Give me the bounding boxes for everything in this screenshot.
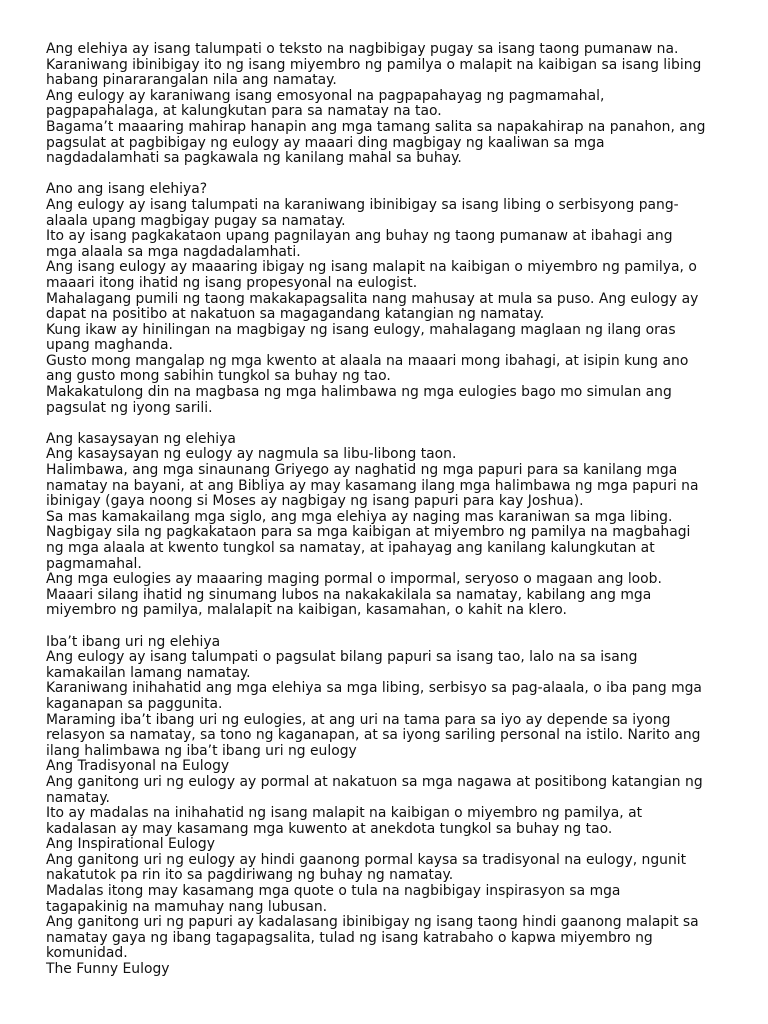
text-line: Ang eulogy ay isang talumpati na karaniwang ibinibigay sa isang libing o serbisyong pang- [46, 196, 679, 213]
text-line: pagsulat ng iyong sarili. [46, 399, 213, 416]
text-line: Iba’t ibang uri ng elehiya [46, 633, 221, 650]
text-line: ibinigay (gaya noong si Moses ay nagbigay ng isang papuri para kay Joshua). [46, 493, 584, 510]
text-line: Nagbigay sila ng pagkakataon para sa mga kaibigan at miyembro ng pamilya na magbahagi [46, 524, 691, 541]
text-line: maaari itong ihatid ng isang propesyonal na eulogist. [46, 274, 418, 291]
text-line: namatay gaya ng ibang tagapagsalita, tulad ng isang katrabaho o kapwa miyembro ng [46, 929, 653, 946]
text-line: Karaniwang ibinibigay ito ng isang miyembro ng pamilya o malapit na kaibigan sa isang libing [46, 56, 702, 73]
blank-line [46, 167, 736, 183]
text-line: upang maghanda. [46, 337, 173, 354]
text-line: namatay. [46, 789, 110, 806]
text-line: Gusto mong mangalap ng mga kwento at alaala na maaari mong ibahagi, at isipin kung ano [46, 352, 689, 369]
text-line: namatay na bayani, at ang Bibliya ay may kasamang ilang mga halimbawa ng mga papuri na [46, 477, 699, 494]
text-line: The Funny Eulogy [46, 961, 170, 978]
text-line: Madalas itong may kasamang mga quote o tula na nagbibigay inspirasyon sa mga [46, 883, 621, 900]
text-line: ilang halimbawa ng iba’t ibang uri ng eulogy [46, 742, 357, 759]
text-line: Ang mga eulogies ay maaaring maging pormal o impormal, seryoso o magaan ang loob. [46, 571, 662, 588]
text-line: Ang ganitong uri ng eulogy ay pormal at nakatuon sa mga nagawa at positibong katangian ng [46, 773, 703, 790]
text-line: Ang Inspirational Eulogy [46, 836, 215, 853]
text-line: nakatutok pa rin ito sa pagdiriwang ng buhay ng namatay. [46, 867, 454, 884]
text-line: ang gusto mong sabihin tungkol sa buhay ng tao. [46, 368, 391, 385]
text-line: dapat na positibo at nakatuon sa magagandang katangian ng namatay. [46, 306, 545, 323]
text-line: habang pinararangalan nila ang namatay. [46, 72, 337, 89]
text-line: mga alaala sa mga nagdadalamhati. [46, 243, 301, 260]
blank-line [46, 619, 736, 635]
text-line: Kung ikaw ay hinilingan na magbigay ng isang eulogy, mahalagang maglaan ng ilang oras [46, 321, 676, 338]
text-line: alaala upang magbigay pugay sa namatay. [46, 212, 346, 229]
text-line: Mahalagang pumili ng taong makakapagsalita nang mahusay at mula sa puso. Ang eulogy ay [46, 290, 699, 307]
text-line: Ito ay madalas na inihahatid ng isang malapit na kaibigan o miyembro ng pamilya, at [46, 805, 643, 822]
blank-line [46, 416, 736, 432]
text-line: pagsulat at pagbibigay ng eulogy ay maaari ding magbigay ng kaaliwan sa mga [46, 134, 605, 151]
text-line: Ito ay isang pagkakataon upang pagnilayan ang buhay ng taong pumanaw at ibahagi ang [46, 228, 673, 245]
text-line: Bagama’t maaaring mahirap hanapin ang mga tamang salita sa napakahirap na panahon, ang [46, 118, 706, 135]
text-line: Ano ang isang elehiya? [46, 181, 208, 198]
text-line: Ang eulogy ay karaniwang isang emosyonal na pagpapahayag ng pagmamahal, [46, 87, 605, 104]
text-line: Ang ganitong uri ng eulogy ay hindi gaanong pormal kaysa sa tradisyonal na eulogy, ngunit [46, 851, 687, 868]
text-line: kamakailan lamang namatay. [46, 664, 251, 681]
text-line: Ang kasaysayan ng elehiya [46, 430, 236, 447]
text-line: Ang eulogy ay isang talumpati o pagsulat bilang papuri sa isang tao, lalo na sa isang [46, 649, 638, 666]
text-line: Karaniwang inihahatid ang mga elehiya sa mga libing, serbisyo sa pag-alaala, o iba pang mga [46, 680, 702, 697]
text-line: kadalasan ay may kasamang mga kuwento at anekdota tungkol sa buhay ng tao. [46, 820, 613, 837]
text-line: tagapakinig na mamuhay nang lubusan. [46, 898, 328, 915]
text-line: nagdadalamhati sa pagkawala ng kanilang mahal sa buhay. [46, 150, 462, 167]
text-line: Ang ganitong uri ng papuri ay kadalasang ibinibigay ng isang taong hindi gaanong malapit sa [46, 914, 699, 931]
text-line: Halimbawa, ang mga sinaunang Griyego ay naghatid ng mga papuri para sa kanilang mga [46, 462, 678, 479]
text-line: Makakatulong din na magbasa ng mga halimbawa ng mga eulogies bago mo simulan ang [46, 384, 672, 401]
text-line: pagpapahalaga, at kalungkutan para sa namatay na tao. [46, 103, 442, 120]
text-line: Ang elehiya ay isang talumpati o teksto na nagbibigay pugay sa isang taong pumanaw na. [46, 41, 679, 57]
text-line: miyembro ng pamilya, malalapit na kaibigan, kasamahan, o kahit na klero. [46, 602, 567, 619]
text-line: pagmamahal. [46, 555, 142, 572]
text-line: Maaari silang ihatid ng sinumang lubos na nakakakilala sa namatay, kabilang ang mga [46, 586, 652, 603]
text-line: komunidad. [46, 945, 128, 962]
text-line: Ang Tradisyonal na Eulogy [46, 758, 230, 775]
text-line: Ang isang eulogy ay maaaring ibigay ng isang malapit na kaibigan o miyembro ng pamilya, o [46, 259, 697, 276]
text-line: relasyon sa namatay, sa tono ng kaganapan, at sa iyong sariling personal na istilo. Narito ang [46, 727, 701, 744]
text-line: kaganapan sa paggunita. [46, 695, 223, 712]
text-line: Maraming iba’t ibang uri ng eulogies, at ang uri na tama para sa iyo ay depende sa iyong [46, 711, 671, 728]
text-line: Ang kasaysayan ng eulogy ay nagmula sa libu-libong taon. [46, 446, 457, 463]
document-page [46, 42, 736, 978]
text-line: ng mga alaala at kwento tungkol sa namatay, at ipahayag ang kanilang kalungkutan at [46, 540, 655, 556]
text-line: Sa mas kamakailang mga siglo, ang mga elehiya ay naging mas karaniwan sa mga libing. [46, 508, 673, 525]
